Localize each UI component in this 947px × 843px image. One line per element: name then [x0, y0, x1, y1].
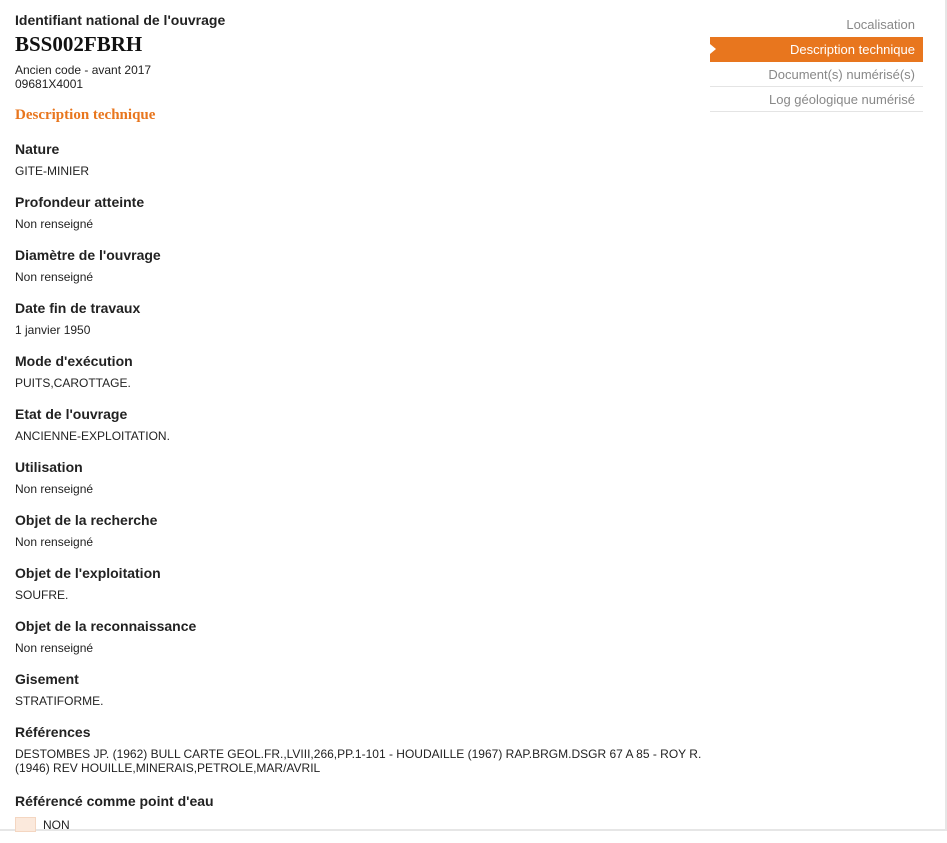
field-nature [15, 138, 705, 191]
field-execution-mode [15, 350, 705, 403]
field-references [15, 721, 705, 775]
field-reconnaissance-object [15, 615, 705, 668]
field-label: Diamètre de l'ouvrage [15, 247, 161, 263]
old-code-label: Ancien code - avant 2017 [15, 63, 152, 77]
field-label: Etat de l'ouvrage [15, 406, 128, 422]
field-value: Non renseigné [15, 270, 94, 284]
field-label: Objet de la reconnaissance [15, 618, 197, 634]
water-point-value: NON [43, 817, 70, 832]
field-usage [15, 456, 705, 509]
field-value: Non renseigné [15, 217, 94, 231]
field-exploitation-object [15, 562, 705, 615]
field-value: SOUFRE. [15, 588, 69, 602]
field-label: Objet de l'exploitation [15, 565, 161, 581]
technical-fields [15, 138, 705, 843]
water-point-row [15, 817, 705, 832]
field-deposit [15, 668, 705, 721]
field-value: STRATIFORME. [15, 694, 104, 708]
field-value: DESTOMBES JP. (1962) BULL CARTE GEOL.FR.,LVIII,266,PP.1-101 - HOUDAILLE (1967) RAP.BRGM.DSGR 67 A 85 - ROY R. (1946) REV HOUILLE,MINERAIS,PETROLE,MAR/AVRIL [15, 747, 702, 775]
nav-item-localisation[interactable]: Localisation [846, 17, 915, 32]
field-value: 1 janvier 1950 [15, 323, 91, 337]
field-state [15, 403, 705, 456]
water-point-checkbox[interactable] [15, 817, 36, 832]
field-value: Non renseigné [15, 535, 94, 549]
field-value: PUITS,CAROTTAGE. [15, 376, 131, 390]
field-diameter [15, 244, 705, 297]
section-title: Description technique [15, 107, 156, 123]
field-label: Date fin de travaux [15, 300, 141, 316]
field-end-date [15, 297, 705, 350]
field-label: Références [15, 724, 91, 740]
field-label: Utilisation [15, 459, 83, 475]
main-content [15, 11, 705, 843]
old-code-value: 09681X4001 [15, 77, 84, 91]
field-label: Gisement [15, 671, 79, 687]
field-value: ANCIENNE-EXPLOITATION. [15, 429, 170, 443]
field-research-object [15, 509, 705, 562]
field-label: Nature [15, 141, 60, 157]
nav-item-technical-description[interactable]: Description technique [710, 37, 923, 62]
field-label: Référencé comme point d'eau [15, 793, 214, 809]
identifier-label: Identifiant national de l'ouvrage [15, 12, 226, 28]
field-label: Profondeur atteinte [15, 194, 145, 210]
identifier-code: BSS002FBRH [15, 32, 143, 56]
section-nav [710, 12, 923, 112]
field-depth [15, 191, 705, 244]
nav-item-digitized-documents[interactable]: Document(s) numérisé(s) [710, 62, 923, 87]
field-label: Objet de la recherche [15, 512, 158, 528]
field-value: Non renseigné [15, 641, 94, 655]
field-water-point [15, 790, 705, 843]
field-value: GITE-MINIER [15, 164, 89, 178]
field-label: Mode d'exécution [15, 353, 133, 369]
field-value: Non renseigné [15, 482, 94, 496]
nav-item-geological-log[interactable]: Log géologique numérisé [710, 87, 923, 112]
